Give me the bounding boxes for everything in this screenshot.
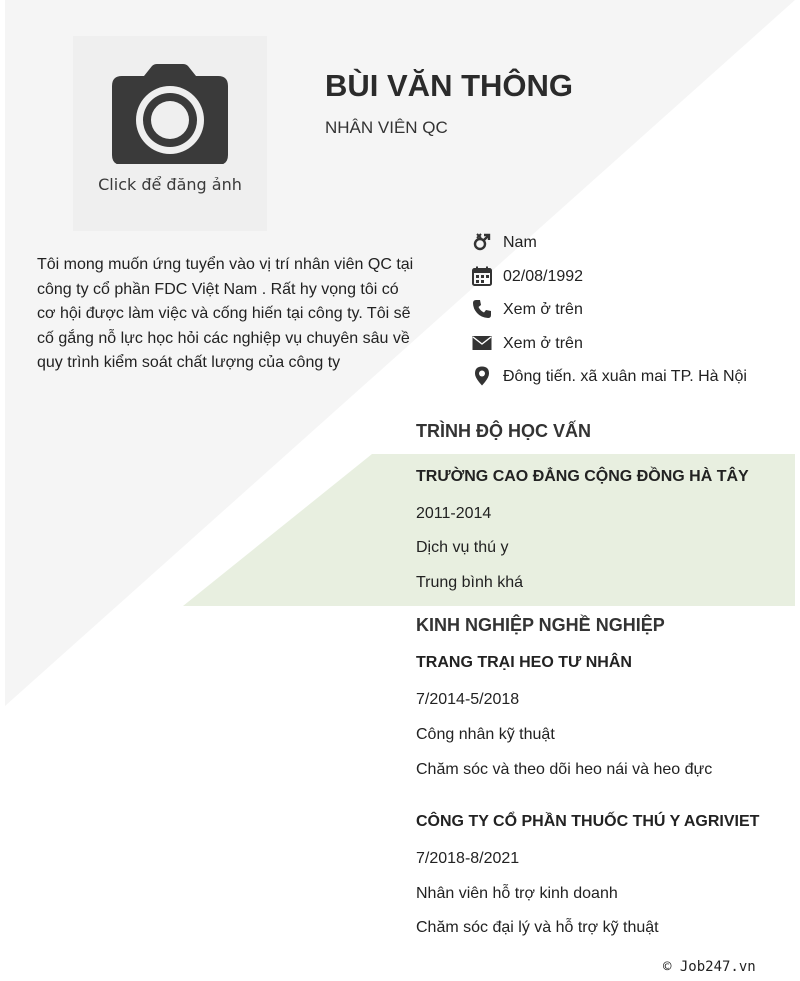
birthday-row [472, 265, 762, 289]
email-row [472, 332, 762, 356]
camera-icon [112, 64, 228, 164]
education-period: 2011-2014 [416, 505, 492, 522]
school-name: TRƯỜNG CAO ĐẲNG CỘNG ĐỒNG HÀ TÂY [416, 468, 749, 485]
job-position: Nhân viên hỗ trợ kinh doanh [416, 885, 618, 902]
job-description: Chăm sóc và theo dõi heo nái và heo đực [416, 761, 713, 778]
job-company: TRANG TRẠI HEO TƯ NHÂN [416, 654, 632, 671]
address-row [472, 365, 762, 389]
location-pin-icon [472, 366, 492, 386]
job-position: Công nhân kỹ thuật [416, 726, 555, 743]
job-period: 7/2018-8/2021 [416, 850, 520, 867]
gender-icon [472, 232, 492, 252]
birthday-value: 02/08/1992 [503, 267, 584, 285]
job-title: NHÂN VIÊN QC [325, 118, 448, 137]
job-description: Chăm sóc đại lý và hỗ trợ kỹ thuật [416, 919, 659, 936]
phone-icon [472, 299, 492, 319]
personal-info [472, 231, 762, 399]
envelope-icon [472, 333, 492, 353]
profile-photo-upload[interactable] [73, 36, 267, 231]
experience-title: KINH NGHIỆP NGHỀ NGHIỆP [416, 615, 665, 635]
job-period: 7/2014-5/2018 [416, 691, 520, 708]
career-objective: Tôi mong muốn ứng tuyển vào vị trí nhân viên QC tại công ty cổ phần FDC Việt Nam . Rất hy vọng tôi có cơ hội được làm việc và cống hiến tại công ty. Tôi sẽ cố gắng nỗ lực học hỏi các nghiệp vụ chuyên sâu về quy trình kiểm soát chất lượng của công ty [37, 256, 414, 371]
education-title: TRÌNH ĐỘ HỌC VẤN [416, 421, 591, 441]
calendar-icon [472, 266, 492, 286]
education-grade: Trung bình khá [416, 574, 524, 591]
gender-value: Nam [503, 234, 537, 251]
phone-value: Xem ở trên [503, 301, 583, 318]
gender-row [472, 231, 762, 255]
photo-caption: Click để đăng ảnh [98, 175, 242, 194]
job-company: CÔNG TY CỔ PHẦN THUỐC THÚ Y AGRIVIET [416, 813, 760, 830]
education-major: Dịch vụ thú y [416, 539, 509, 556]
copyright-footer: © Job247.vn [663, 959, 756, 975]
address-value: Đông tiến. xã xuân mai TP. Hà Nội [503, 368, 747, 385]
phone-row [472, 298, 762, 322]
candidate-name: BÙI VĂN THÔNG [325, 68, 573, 103]
email-value: Xem ở trên [503, 334, 583, 352]
